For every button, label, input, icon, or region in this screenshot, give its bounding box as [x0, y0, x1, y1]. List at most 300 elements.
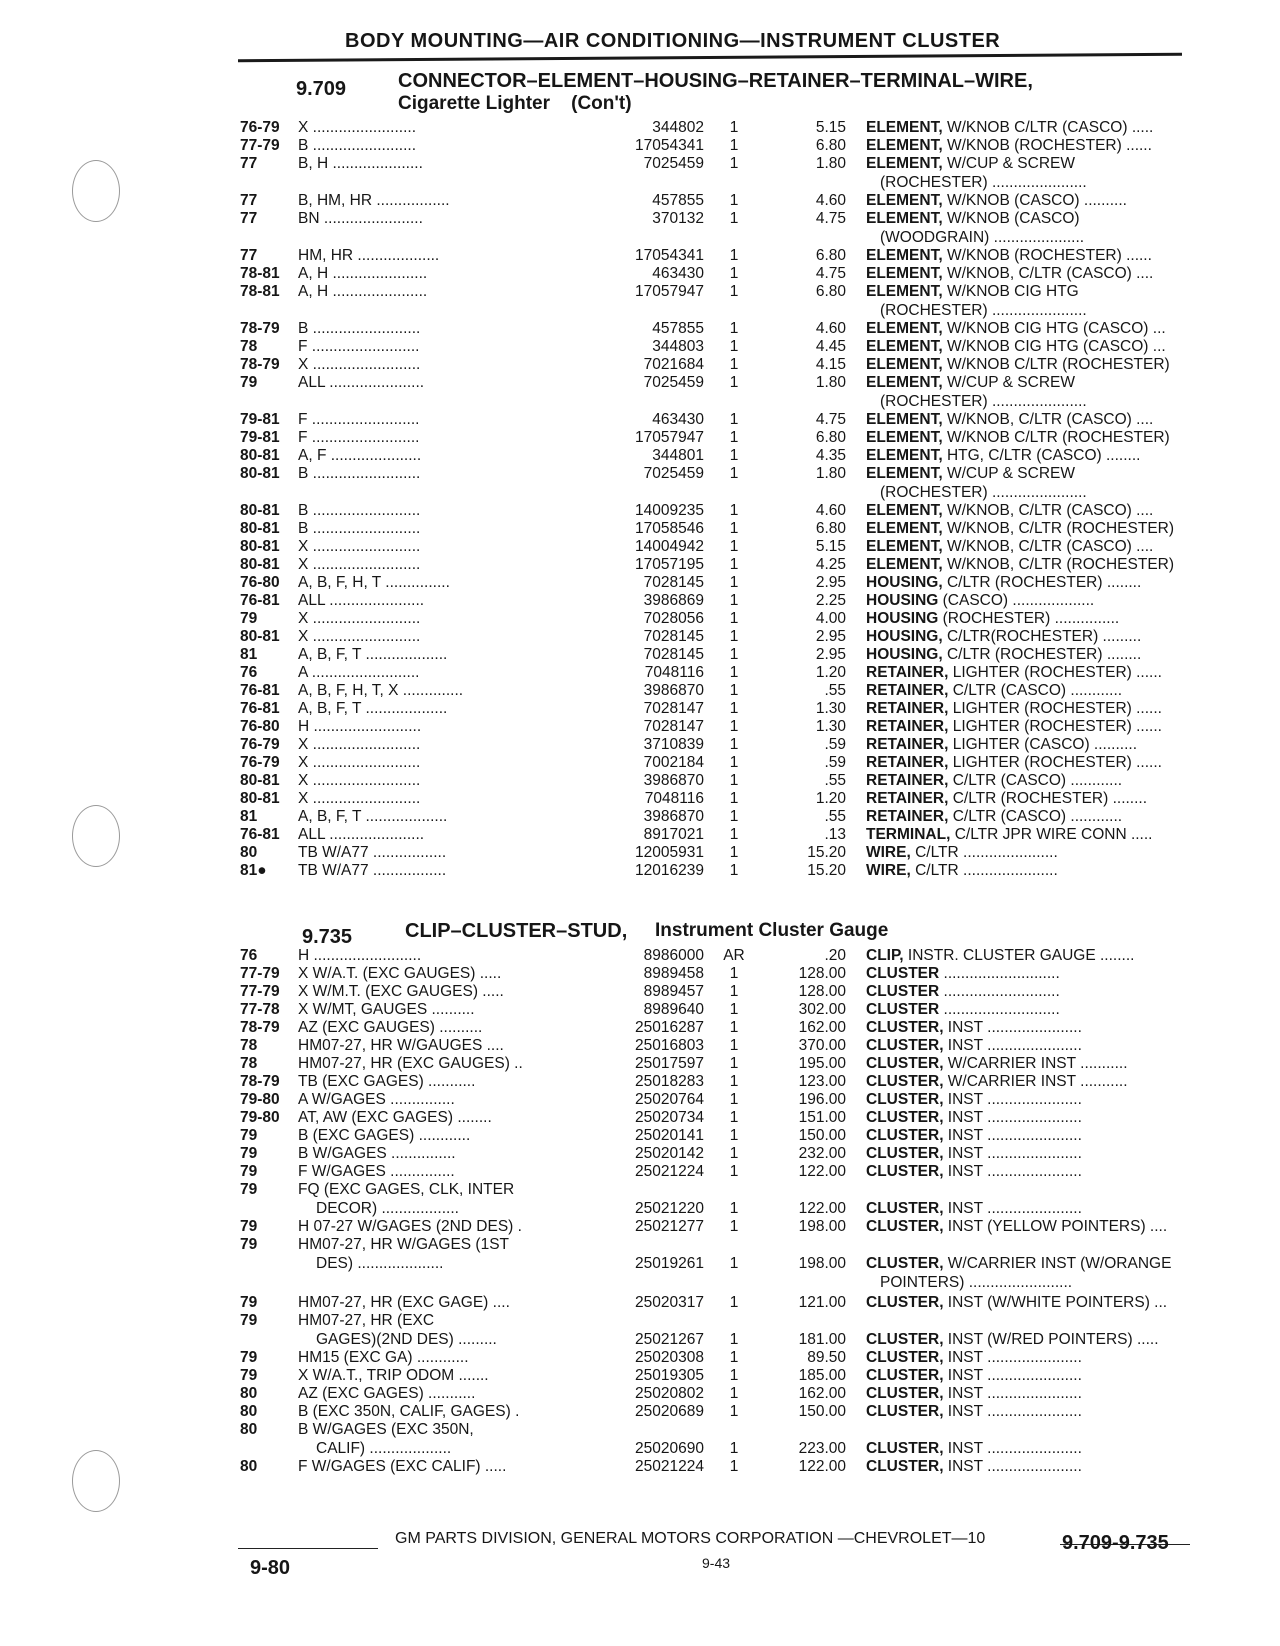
description-noun: ELEMENT,	[866, 247, 943, 264]
part-number: 344803	[652, 338, 704, 355]
model-year: 79-80	[240, 1109, 280, 1126]
model-year: 76-81	[240, 682, 280, 699]
description	[866, 946, 1196, 965]
model-year: 79	[240, 1294, 258, 1311]
quantity: 1	[729, 646, 739, 663]
part-number: 25020308	[635, 1349, 704, 1366]
quantity: 1	[729, 1055, 739, 1072]
description	[866, 645, 1196, 664]
price: .20	[824, 947, 846, 964]
section-subtitle: Cigarette Lighter (Con't)	[398, 93, 632, 114]
part-number: 25020734	[635, 1109, 704, 1126]
description-detail: W/CUP & SCREW	[942, 465, 1075, 482]
table-row	[240, 154, 1190, 192]
application: A, B, F, T ...................	[298, 808, 448, 825]
application: H .........................	[298, 947, 422, 964]
price: 1.80	[815, 155, 846, 172]
price: 6.80	[815, 520, 846, 537]
description	[866, 1254, 1196, 1273]
model-year: 76	[240, 947, 258, 964]
table-row	[240, 1090, 1190, 1109]
part-number: 7028056	[643, 610, 704, 627]
part-number: 25020141	[635, 1127, 704, 1144]
description-detail: INST ......................	[943, 1440, 1082, 1457]
part-number: 8989457	[643, 983, 704, 1000]
application: TB (EXC GAGES) ...........	[298, 1073, 476, 1090]
quantity: 1	[729, 1331, 739, 1348]
application: HM15 (EXC GA) ............	[298, 1349, 469, 1366]
description	[866, 573, 1196, 592]
description-detail: W/KNOB CIG HTG (CASCO) ...	[942, 320, 1166, 337]
description-continued: (ROCHESTER) ......................	[880, 174, 1087, 191]
application: B, H .....................	[298, 155, 423, 172]
model-year: 76-81	[240, 592, 280, 609]
description	[866, 1402, 1196, 1421]
model-year: 77	[240, 192, 258, 209]
price: 121.00	[798, 1294, 846, 1311]
application: A .........................	[298, 664, 420, 681]
description-detail: W/KNOB C/LTR (ROCHESTER)	[942, 429, 1170, 446]
part-number: 7025459	[643, 465, 704, 482]
part-number: 25020689	[635, 1403, 704, 1420]
description-noun: CLUSTER,	[866, 1458, 944, 1475]
table-row	[240, 209, 1190, 247]
table-row	[240, 1054, 1190, 1073]
description	[866, 735, 1196, 754]
quantity: 1	[729, 1037, 739, 1054]
model-year: 77-79	[240, 983, 280, 1000]
description-noun: CLUSTER,	[866, 1091, 944, 1108]
table-row	[240, 1126, 1190, 1145]
price: .55	[824, 772, 846, 789]
price: 1.30	[815, 718, 846, 735]
application: AZ (EXC GAUGES) ..........	[298, 1019, 483, 1036]
table-row	[240, 1162, 1190, 1181]
quantity: 1	[729, 247, 739, 264]
quantity: 1	[729, 1073, 739, 1090]
description	[866, 663, 1196, 682]
application: X W/A.T., TRIP ODOM .......	[298, 1367, 489, 1384]
description	[866, 1366, 1196, 1385]
model-year: 79	[240, 1181, 258, 1198]
price: .59	[824, 754, 846, 771]
price: 2.25	[815, 592, 846, 609]
quantity: 1	[729, 754, 739, 771]
description-detail: W/KNOB, C/LTR (ROCHESTER)	[942, 520, 1175, 537]
table-row	[240, 1018, 1190, 1037]
description-noun: RETAINER,	[866, 736, 949, 753]
quantity: 1	[729, 1403, 739, 1420]
price: 122.00	[798, 1163, 846, 1180]
description	[866, 717, 1196, 736]
application: F W/GAGES (EXC CALIF) .....	[298, 1458, 507, 1475]
description	[866, 136, 1196, 155]
price: 181.00	[798, 1331, 846, 1348]
description-detail: C/LTR ......................	[910, 844, 1058, 861]
table-row	[240, 825, 1190, 844]
part-number: 7028145	[643, 646, 704, 663]
description	[866, 209, 1196, 228]
application: F .........................	[298, 411, 420, 428]
table-row	[240, 964, 1190, 983]
application: FQ (EXC GAGES, CLK, INTER	[298, 1181, 515, 1198]
part-number: 463430	[652, 411, 704, 428]
description	[866, 861, 1196, 880]
description-noun: ELEMENT,	[866, 155, 943, 172]
model-year: 80	[240, 1385, 258, 1402]
price: 223.00	[798, 1440, 846, 1457]
description	[866, 555, 1196, 574]
price: 1.20	[815, 664, 846, 681]
price: 198.00	[798, 1218, 846, 1235]
description-noun: WIRE,	[866, 844, 911, 861]
table-row	[240, 645, 1190, 664]
price: 4.00	[815, 610, 846, 627]
price: 4.75	[815, 210, 846, 227]
table-row	[240, 735, 1190, 754]
model-year: 81	[240, 808, 258, 825]
description-noun: RETAINER,	[866, 682, 949, 699]
price: 302.00	[798, 1001, 846, 1018]
quantity: 1	[729, 983, 739, 1000]
quantity: 1	[729, 320, 739, 337]
quantity: 1	[729, 1200, 739, 1217]
table-row	[240, 681, 1190, 700]
part-number: 8917021	[643, 826, 704, 843]
description	[866, 319, 1196, 338]
part-number: 3986870	[643, 772, 704, 789]
description	[866, 1090, 1196, 1109]
application: X .........................	[298, 790, 421, 807]
quantity: 1	[729, 682, 739, 699]
price: 6.80	[815, 429, 846, 446]
part-number: 8989458	[643, 965, 704, 982]
part-number: 17057947	[635, 283, 704, 300]
model-year: 80-81	[240, 628, 280, 645]
description-detail: LIGHTER (ROCHESTER) ......	[948, 664, 1162, 681]
price: 128.00	[798, 983, 846, 1000]
table-row	[240, 1217, 1190, 1236]
application-continued: DES) ....................	[316, 1255, 444, 1272]
model-year: 80-81	[240, 556, 280, 573]
model-year: 77-78	[240, 1001, 280, 1018]
page-number-center: 9-43	[702, 1555, 731, 1571]
part-number: 17057195	[635, 556, 704, 573]
application: X .........................	[298, 356, 421, 373]
description	[866, 771, 1196, 790]
description	[866, 627, 1196, 646]
part-number: 25017597	[635, 1055, 704, 1072]
part-number: 7028147	[643, 718, 704, 735]
table-row	[240, 319, 1190, 338]
description-detail: INST ......................	[943, 1458, 1082, 1475]
description-detail: INST ......................	[943, 1145, 1082, 1162]
table-row	[240, 789, 1190, 808]
part-number: 344801	[652, 447, 704, 464]
quantity: 1	[729, 283, 739, 300]
description-detail: W/KNOB CIG HTG	[942, 283, 1079, 300]
description-noun: ELEMENT,	[866, 283, 943, 300]
description-noun: ELEMENT,	[866, 137, 943, 154]
quantity: 1	[729, 1019, 739, 1036]
application: B W/GAGES ...............	[298, 1145, 456, 1162]
description-noun: CLUSTER,	[866, 1055, 944, 1072]
table-row	[240, 627, 1190, 646]
description-detail: C/LTR (CASCO) ............	[948, 772, 1123, 789]
model-year: 76-80	[240, 574, 280, 591]
description	[866, 1054, 1196, 1073]
price: 232.00	[798, 1145, 846, 1162]
application: HM07-27, HR (EXC GAGE) ....	[298, 1294, 510, 1311]
description-noun: ELEMENT,	[866, 556, 943, 573]
part-number: 457855	[652, 320, 704, 337]
quantity: 1	[729, 808, 739, 825]
description-noun: HOUSING	[866, 610, 939, 627]
table-row	[240, 591, 1190, 610]
application: HM07-27, HR W/GAGES (1ST	[298, 1236, 510, 1253]
table-row	[240, 609, 1190, 628]
table-row	[240, 1384, 1190, 1403]
description-noun: CLUSTER	[866, 965, 940, 982]
description-noun: ELEMENT,	[866, 338, 943, 355]
description-noun: CLUSTER,	[866, 1200, 944, 1217]
table-row	[240, 373, 1190, 411]
footer-rule	[238, 1548, 378, 1549]
description-detail: C/LTR (CASCO) ............	[948, 682, 1123, 699]
description-detail: LIGHTER (ROCHESTER) ......	[948, 754, 1162, 771]
description	[866, 1199, 1196, 1218]
price: 6.80	[815, 247, 846, 264]
description-continued: (ROCHESTER) ......................	[880, 302, 1087, 319]
model-year: 79	[240, 1145, 258, 1162]
section-title: CONNECTOR–ELEMENT–HOUSING–RETAINER–TERMINAL–WIRE,	[398, 70, 1033, 92]
description-detail: C/LTR(ROCHESTER) .........	[942, 628, 1142, 645]
description-noun: ELEMENT,	[866, 520, 943, 537]
price: 4.75	[815, 411, 846, 428]
quantity: 1	[729, 700, 739, 717]
quantity: 1	[729, 192, 739, 209]
part-number: 370132	[652, 210, 704, 227]
description-noun: ELEMENT,	[866, 210, 943, 227]
description-detail: INST ......................	[943, 1109, 1082, 1126]
application: X .........................	[298, 772, 421, 789]
application: H 07-27 W/GAGES (2ND DES) .	[298, 1218, 522, 1235]
table-row	[240, 501, 1190, 520]
model-year: 80-81	[240, 447, 280, 464]
application: A, B, F, H, T ...............	[298, 574, 450, 591]
price: 6.80	[815, 283, 846, 300]
application: B .........................	[298, 502, 421, 519]
description-noun: WIRE,	[866, 862, 911, 879]
description-detail: ...........................	[939, 1001, 1060, 1018]
description-detail: INST ......................	[943, 1349, 1082, 1366]
application-continued: CALIF) ...................	[316, 1440, 452, 1457]
price: 4.35	[815, 447, 846, 464]
quantity: 1	[729, 628, 739, 645]
description-noun: RETAINER,	[866, 772, 949, 789]
model-year: 76-81	[240, 700, 280, 717]
part-number: 3986870	[643, 682, 704, 699]
application: TB W/A77 .................	[298, 862, 447, 879]
section-number: 9.735	[302, 926, 353, 948]
page-header-title: BODY MOUNTING—AIR CONDITIONING—INSTRUMENT CLUSTER	[345, 30, 1001, 52]
description	[866, 982, 1196, 1001]
part-number: 25021277	[635, 1218, 704, 1235]
model-year: 80	[240, 844, 258, 861]
model-year: 76	[240, 664, 258, 681]
description-detail: INST (W/RED POINTERS) .....	[943, 1331, 1159, 1348]
model-year: 76-79	[240, 754, 280, 771]
description-noun: CLUSTER,	[866, 1109, 944, 1126]
description-detail: (ROCHESTER) ...............	[938, 610, 1120, 627]
page-number: 9-80	[250, 1557, 291, 1579]
price: 128.00	[798, 965, 846, 982]
part-number: 457855	[652, 192, 704, 209]
part-number: 25020317	[635, 1294, 704, 1311]
model-year: 81●	[240, 862, 267, 879]
description	[866, 1072, 1196, 1091]
quantity: 1	[729, 718, 739, 735]
part-number: 25020764	[635, 1091, 704, 1108]
quantity: 1	[729, 736, 739, 753]
quantity: 1	[729, 1145, 739, 1162]
quantity: 1	[729, 844, 739, 861]
description-noun: ELEMENT,	[866, 192, 943, 209]
model-year: 79-81	[240, 429, 280, 446]
model-year: 77-79	[240, 137, 280, 154]
price: 4.25	[815, 556, 846, 573]
application: B .........................	[298, 320, 421, 337]
description	[866, 591, 1196, 610]
description	[866, 1162, 1196, 1181]
application: A, F .....................	[298, 447, 422, 464]
model-year: 79	[240, 1236, 258, 1253]
part-number: 7025459	[643, 374, 704, 391]
part-number: 25021220	[635, 1200, 704, 1217]
quantity: 1	[729, 520, 739, 537]
application: X W/A.T. (EXC GAUGES) .....	[298, 965, 502, 982]
table-row	[240, 717, 1190, 736]
model-year: 78-81	[240, 265, 280, 282]
quantity: 1	[729, 1218, 739, 1235]
price: 2.95	[815, 574, 846, 591]
description-noun: RETAINER,	[866, 790, 949, 807]
table-row	[240, 446, 1190, 465]
table-row	[240, 537, 1190, 556]
application: X .........................	[298, 754, 421, 771]
description	[866, 519, 1196, 538]
price: 4.45	[815, 338, 846, 355]
quantity: 1	[729, 1458, 739, 1475]
price: .59	[824, 736, 846, 753]
model-year: 76-81	[240, 826, 280, 843]
table-row	[240, 118, 1190, 137]
description-noun: CLIP,	[866, 947, 904, 964]
price: 6.80	[815, 137, 846, 154]
application-continued: GAGES)(2ND DES) .........	[316, 1331, 497, 1348]
footer-publisher: GM PARTS DIVISION, GENERAL MOTORS CORPORATION —CHEVROLET—10	[395, 1530, 986, 1547]
description-detail: INST ......................	[943, 1403, 1082, 1420]
quantity: 1	[729, 1001, 739, 1018]
part-number: 17054341	[635, 247, 704, 264]
application: AZ (EXC GAGES) ...........	[298, 1385, 476, 1402]
description-noun: TERMINAL,	[866, 826, 951, 843]
description-detail: INST ......................	[943, 1200, 1082, 1217]
application: HM07-27, HR (EXC	[298, 1312, 435, 1329]
quantity: 1	[729, 1367, 739, 1384]
application: AT, AW (EXC GAGES) ........	[298, 1109, 492, 1126]
price: 1.80	[815, 374, 846, 391]
application: X W/MT, GAUGES ..........	[298, 1001, 475, 1018]
price: 162.00	[798, 1385, 846, 1402]
application: B .........................	[298, 465, 421, 482]
price: 150.00	[798, 1127, 846, 1144]
quantity: 1	[729, 356, 739, 373]
description-noun: ELEMENT,	[866, 538, 943, 555]
description-detail: INST ......................	[943, 1367, 1082, 1384]
description-detail: W/KNOB CIG HTG (CASCO) ...	[942, 338, 1166, 355]
description	[866, 825, 1196, 844]
model-year: 79	[240, 1163, 258, 1180]
table-row	[240, 555, 1190, 574]
table-row	[240, 1348, 1190, 1367]
description	[866, 609, 1196, 628]
model-year: 80	[240, 1403, 258, 1420]
description	[866, 1036, 1196, 1055]
application: B ........................	[298, 137, 416, 154]
table-row	[240, 1366, 1190, 1385]
description-continued: POINTERS) ........................	[880, 1274, 1073, 1291]
description-detail: ...........................	[939, 983, 1060, 1000]
description	[866, 446, 1196, 465]
description-detail: W/KNOB, C/LTR (CASCO) ....	[942, 265, 1154, 282]
description-detail: (CASCO) ...................	[938, 592, 1095, 609]
description-detail: C/LTR JPR WIRE CONN .....	[950, 826, 1153, 843]
quantity: 1	[729, 411, 739, 428]
model-year: 80-81	[240, 465, 280, 482]
price: 5.15	[815, 119, 846, 136]
description-detail: W/KNOB (CASCO) ..........	[942, 192, 1127, 209]
table-row	[240, 136, 1190, 155]
part-number: 463430	[652, 265, 704, 282]
description-noun: CLUSTER,	[866, 1385, 944, 1402]
description-detail: W/KNOB (ROCHESTER) ......	[942, 137, 1152, 154]
quantity: 1	[729, 1440, 739, 1457]
description	[866, 1293, 1196, 1312]
quantity: 1	[729, 465, 739, 482]
application: HM07-27, HR W/GAUGES ....	[298, 1037, 504, 1054]
model-year: 80-81	[240, 790, 280, 807]
description	[866, 337, 1196, 356]
application: A, H ......................	[298, 283, 428, 300]
description-continued: (WOODGRAIN) .....................	[880, 229, 1085, 246]
application: X ........................	[298, 119, 416, 136]
quantity: 1	[729, 664, 739, 681]
price: 4.75	[815, 265, 846, 282]
table-row	[240, 753, 1190, 772]
binder-hole-middle	[72, 805, 120, 867]
quantity: 1	[729, 1349, 739, 1366]
description	[866, 753, 1196, 772]
application: B (EXC 350N, CALIF, GAGES) .	[298, 1403, 520, 1420]
description-detail: INSTR. CLUSTER GAUGE ........	[903, 947, 1135, 964]
description-noun: ELEMENT,	[866, 374, 943, 391]
quantity: 1	[729, 965, 739, 982]
price: 151.00	[798, 1109, 846, 1126]
description-noun: CLUSTER,	[866, 1440, 944, 1457]
table-row	[240, 1420, 1190, 1458]
description-noun: CLUSTER,	[866, 1331, 944, 1348]
